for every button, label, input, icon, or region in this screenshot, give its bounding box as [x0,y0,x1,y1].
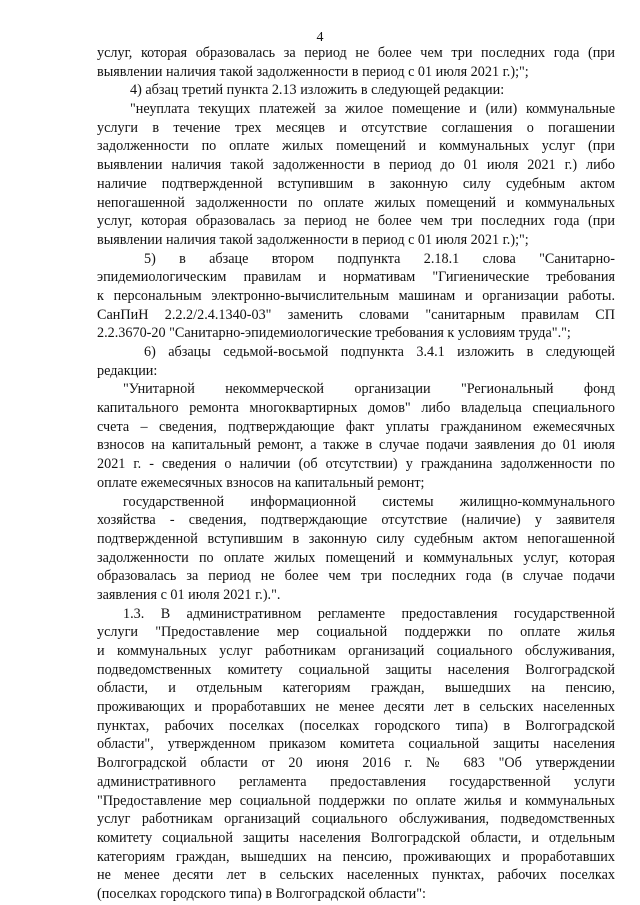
text-line: 2021 г. - сведения о наличии (об отсутствии) у гражданина задолженности по [97,456,615,473]
page-number: 4 [316,30,324,45]
text-line: услуг, которая образовалась за период не более чем три последних года (при [97,45,615,61]
text-line: 6) абзацы седьмой-восьмой подпункта 3.4.1 изложить в следующей [144,344,615,360]
text-line: 4) абзац третий пункта 2.13 изложить в следующей редакции: [130,82,505,99]
text-line: счета – сведения, подтверждающие факт уплаты гражданином ежемесячных [97,418,615,435]
text-line: взносов на капитальный ремонт, а также в случае подачи заявления до 01 июля [97,437,615,454]
text-line: редакции: [97,362,158,379]
text-line: "Унитарной некоммерческой организации "Региональный фонд [123,381,615,398]
text-line: заявления с 01 июля 2021 г.).". [97,586,281,603]
text-line: оплате ежемесячных взносов на капитальный ремонт; [97,474,425,491]
text-line: категориям граждан, вышедших на пенсию, проживающих и проработавших [97,848,615,865]
text-line: наличие подтвержденной вступившим в законную силу судебным актом [97,175,615,192]
text-line: 2.2.3670-20 "Санитарно-эпидемиологические требования к условиям труда"."; [97,325,571,342]
text-line: подтвержденной вступившим в законную силу судебным актом непогашенной [97,530,615,547]
text-line: образовалась за период не более чем три последних года (в случае подачи [97,568,615,585]
text-line: задолженности по оплате жилых помещений и коммунальных услуг (при [97,138,615,155]
document-body [97,44,615,904]
text-line: проживающих и проработавших не менее десяти лет в сельских населенных [97,699,615,716]
text-line: задолженности по оплате жилых помещений и коммунальных услуг, которая [97,549,615,566]
text-line: СанПиН 2.2.2/2.4.1340-03" заменить словами "санитарным правилам СП [97,306,615,323]
text-line: "Предоставление мер социальной поддержки по оплате жилья и коммунальных [97,792,615,809]
text-line: пунктах, рабочих поселках (поселках городского типа) в Волгоградской [97,717,615,734]
text-line: "неуплата текущих платежей за жилое помещение и (или) коммунальные [130,101,615,118]
text-line: подведомственных комитету социальной защиты населения Волгоградской [97,661,615,678]
text-line: государственной информационной системы жилищно-коммунального [123,493,615,510]
text-line: области", утвержденном приказом комитета социальной защиты населения [97,736,615,753]
text-line: хозяйства - сведения, подтверждающие отсутствие (наличие) у заявителя [97,512,615,529]
text-line: не менее десяти лет в сельских населенных пунктах, рабочих поселках [97,867,615,884]
text-line: 1.3. В административном регламенте предоставления государственной [123,605,615,622]
text-line: капитального ремонта многоквартирных домов" либо владельца специального [97,400,615,417]
text-line: выявлении наличия такой задолженности в период с 01 июля 2021 г.);"; [97,63,529,80]
text-line: выявлении наличия такой задолженности в период с 01 июля 2021 г.);"; [97,231,529,248]
text-line: Волгоградской области от 20 июня 2016 г. № 683 "Об утверждении [97,755,615,772]
text-line: услуги "Предоставление мер социальной поддержки по оплате жилья [97,624,615,641]
text-line: выявлении наличия такой задолженности в период до 01 июля 2021 г.) либо [97,157,615,174]
text-line: области, и отдельным категориям граждан, вышедших на пенсию, [97,680,615,697]
text-line: (поселках городского типа) в Волгоградской области": [97,885,426,902]
text-line: 5) в абзаце втором подпункта 2.18.1 слова "Санитарно- [144,250,615,267]
text-line: услуг, которая образовалась за период не более чем три последних года (при [97,213,615,230]
text-line: услуги в течение трех месяцев и отсутствие соглашения о погашении [97,119,615,136]
text-line: эпидемиологическим правилам и нормативам "Гигиенические требования [97,269,615,286]
text-line: и коммунальных услуг работникам организаций социального обслуживания, [97,643,615,659]
text-line: услуг работникам организаций социального обслуживания, подведомственных [97,811,615,828]
text-line: административного регламента предоставления государственной услуги [97,773,615,790]
text-line: непогашенной задолженности по оплате жилых помещений и коммунальных [97,194,615,211]
text-line: к персональным электронно-вычислительным машинам и организации работы. [97,287,615,304]
text-line: комитету социальной защиты населения Волгоградской области, и отдельным [97,829,615,846]
